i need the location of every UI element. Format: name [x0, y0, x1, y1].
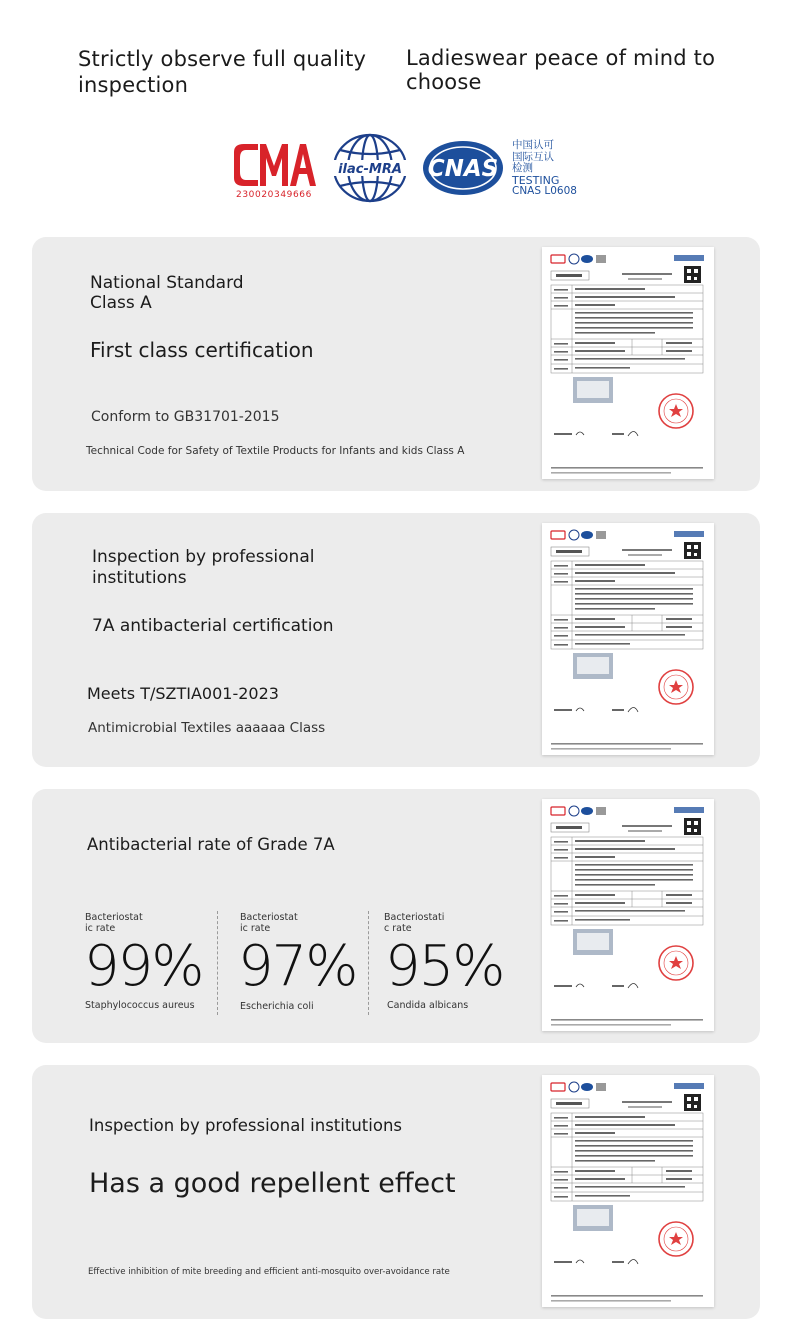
- stat2-organism: Escherichia coli: [240, 1001, 314, 1012]
- cnas-text-block: [512, 140, 577, 198]
- stat3-value: 95%: [385, 934, 504, 999]
- test-report-thumbnail: [542, 247, 714, 479]
- stat1-caption: Bacteriostat ic rate: [85, 912, 143, 934]
- stat3-organism: Candida albicans: [387, 1000, 469, 1011]
- stat1-organism: Staphylococcus aureus: [85, 1000, 195, 1011]
- cma-logo: [228, 136, 320, 200]
- card2-headline: 7A antibacterial certification: [92, 616, 334, 636]
- header-left-title: Strictly observe full quality inspection: [78, 47, 367, 97]
- test-report-thumbnail: [542, 1075, 714, 1307]
- stat2-caption: Bacteriostat ic rate: [240, 912, 298, 934]
- card2-title: Inspection by professional institutions: [92, 547, 315, 588]
- card1-standard: Conform to GB31701-2015: [91, 409, 280, 425]
- test-report-thumbnail: [542, 523, 714, 755]
- cnas-cn-line1: 中国认可: [512, 139, 554, 151]
- cnas-logo: [420, 136, 506, 200]
- card2-standard: Meets T/SZTIA001-2023: [87, 684, 279, 703]
- cnas-cn-line3: 检测: [512, 162, 533, 174]
- card1-title: National Standard Class A: [90, 273, 244, 313]
- stat-divider: [368, 911, 369, 1015]
- stat3-caption: Bacteriostati c rate: [384, 912, 445, 934]
- certification-card-7a-antibacterial: [32, 513, 760, 767]
- certification-card-class-a: [32, 237, 760, 491]
- stat-divider: [217, 911, 218, 1015]
- report-document-svg: [542, 247, 714, 479]
- cma-number: 230020349666: [236, 190, 312, 200]
- stat1-value: 99%: [84, 934, 203, 999]
- card4-title: Inspection by professional institutions: [89, 1116, 402, 1135]
- cnas-label: CNAS: [427, 156, 499, 182]
- repellent-effect-card: [32, 1065, 760, 1319]
- card4-headline: Has a good repellent effect: [89, 1168, 456, 1199]
- header-right-title: Ladieswear peace of mind to choose: [406, 46, 716, 94]
- certification-logos: [0, 130, 790, 210]
- report-document-svg: [542, 523, 714, 755]
- card2-note: Antimicrobial Textiles aaaaaa Class: [88, 720, 326, 736]
- card4-note: Effective inhibition of mite breeding and efficient anti-mosquito over-avoidance rate: [88, 1267, 450, 1277]
- ilac-label: ilac-MRA: [338, 162, 402, 177]
- ilac-mra-logo: [330, 132, 410, 204]
- cnas-code: CNAS L0608: [512, 185, 577, 197]
- cnas-testing: TESTING: [512, 173, 560, 187]
- card1-headline: First class certification: [90, 338, 314, 362]
- card1-note: Technical Code for Safety of Textile Products for Infants and kids Class A: [86, 445, 465, 457]
- report-document-svg: [542, 1075, 714, 1307]
- cnas-cn-line2: 国际互认: [512, 150, 554, 163]
- test-report-thumbnail: [542, 799, 714, 1031]
- stat2-value: 97%: [238, 934, 357, 999]
- card3-title: Antibacterial rate of Grade 7A: [87, 835, 335, 854]
- report-document-svg: [542, 799, 714, 1031]
- antibacterial-rate-card: [32, 789, 760, 1043]
